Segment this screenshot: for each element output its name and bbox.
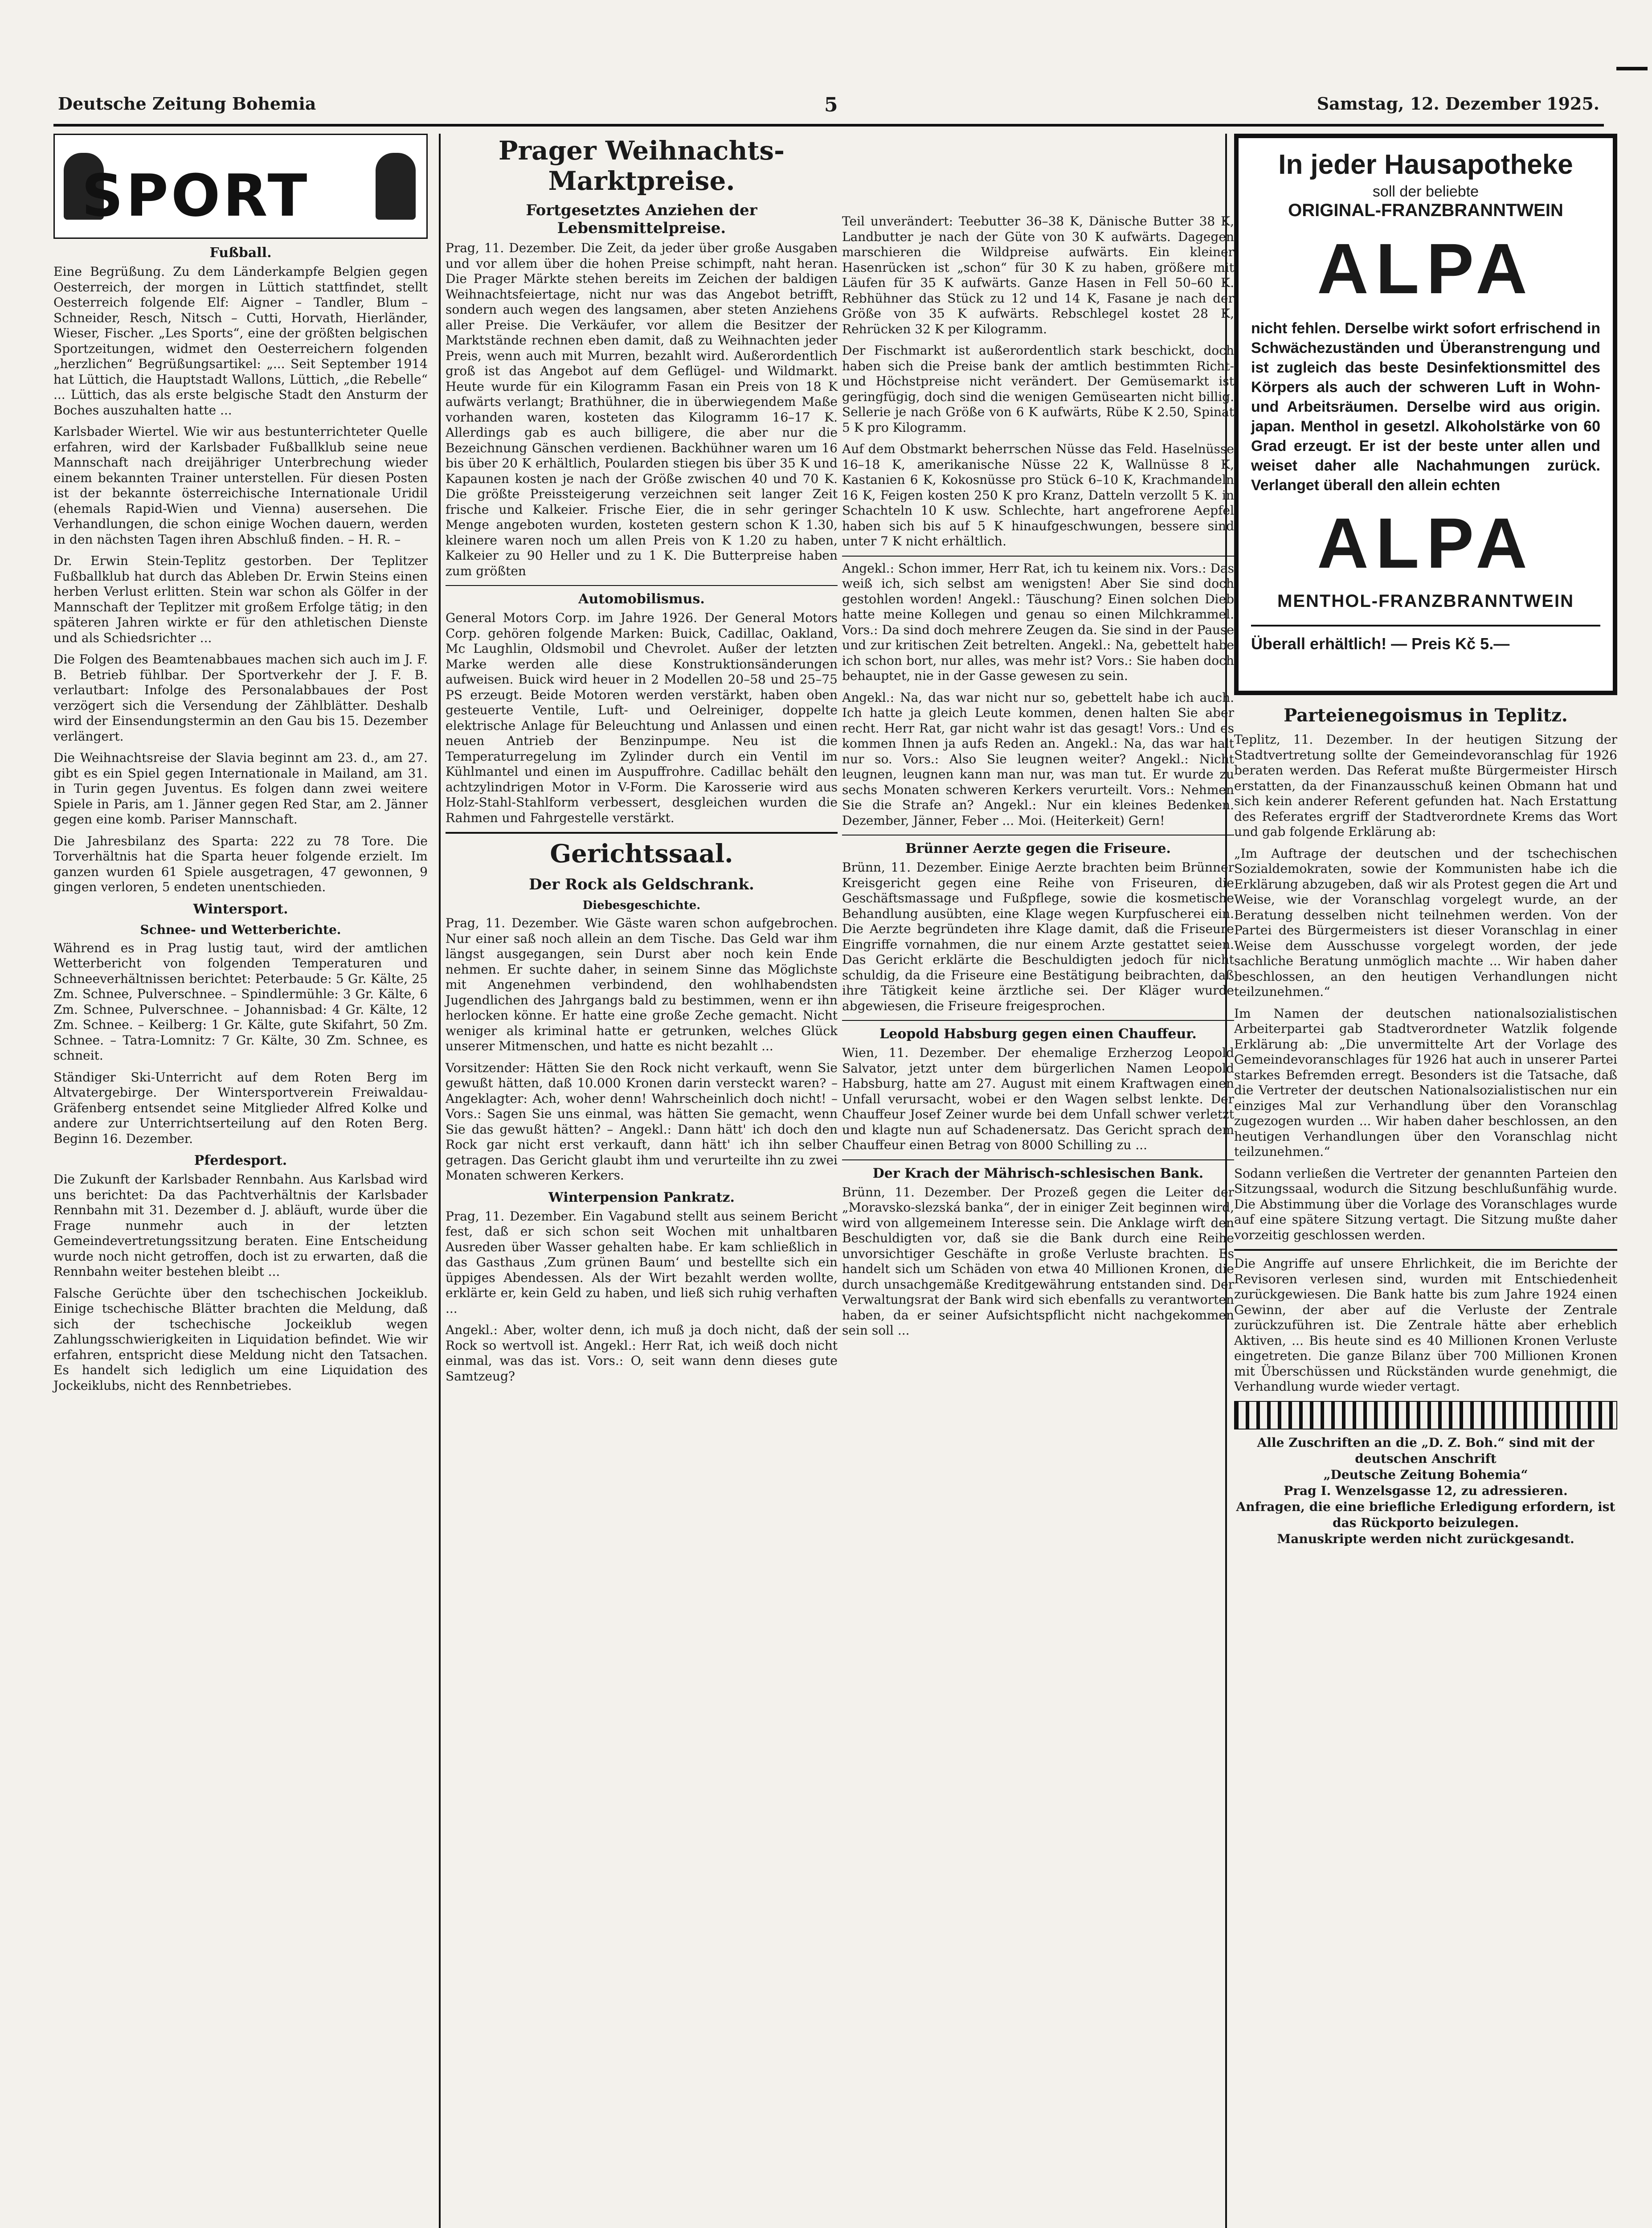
sport-banner	[53, 134, 428, 239]
article-paragraph: General Motors Corp. im Jahre 1926. Der General Motors Corp. gehören folgende Marken: Buick, Cadillac, Oakland, Mc Laughlin, Oldsmobil und Chevrolet. Außer der letzten Marke werden alle diese Konstruktionsänderungen aufweisen. Buick wird heuer in 2 Modellen 20–58 und 25–75 PS erzeugt. Beide Motoren werden verstärkt, haben oben gesteuerte Ventile, Luft- und Oelreiniger, doppelte elektrische Anlage für Beleuchtung und Anlassen und einen neuen Antrieb der Benzinpumpe. Neu ist die Temperaturregelung im Zylinder durch ein Ventil im Kühlmantel und einen im Auspuffrohre. Cadillac behält den achtzylindrigen Motor in V-Form. Die Karosserie wird aus Holz-Stahl-Stahlform verbessert, desgleichen wurden die Rahmen und Fahrgestelle verstärkt.	[446, 610, 838, 825]
section-heading: Brünner Aerzte gegen die Friseure.	[905, 841, 1171, 856]
ad-line: ORIGINAL-FRANZBRANNTWEIN	[1288, 201, 1563, 220]
article-paragraph: Der Fischmarkt ist außerordentlich stark beschickt, doch haben sich die Preise bank der amtlich bestimmten Richt- und Höchstpreise nicht verändert. Der Gemüsemarkt ist geringfügig, doch sind die wenigen Gemüsearten nicht billig. Sellerie je nach Größe von 6 K aufwärts, Rübe K 2.50, Spinat 5 K pro Kilogramm.	[842, 343, 1234, 435]
ad-brand: ALPA	[1317, 229, 1534, 308]
notice-line: Anfragen, die eine briefliche Erledigung erfordern, ist das Rückporto beizulegen.	[1236, 1499, 1615, 1530]
section-heading: Pferdesport.	[194, 1153, 287, 1168]
notice-line: „Deutsche Zeitung Bohemia“	[1323, 1467, 1528, 1482]
section-heading: Parteienegoismus in Teplitz.	[1284, 705, 1568, 726]
article-paragraph: Auf dem Obstmarkt beherrschen Nüsse das Feld. Haselnüsse 16–18 K, amerikanische Nüsse 22 K, Wallnüsse 8 K, Kastanien 6 K, Kokosnüsse pro Stück 6–10 K, Krachmandeln 16 K, Feigen kosten 250 K pro Kranz, Datteln verzollt 5 K. in Schachteln 10 K usw. Schlechte, hart angefrorene Aepfel haben sich bis auf 5 K hinaufgeschwungen, bessere sind unter 7 K nicht erhältlich.	[842, 442, 1234, 549]
article-paragraph: Brünn, 11. Dezember. Einige Aerzte brachten beim Brünner Kreisgericht gegen eine Reihe von Friseuren, die Geschäftsmassage und Fußpflege, sowie die kosmetische Behandlung ausübten, eine Klage wegen Kurpfuscherei ein. Die Aerzte begründeten ihre Klage damit, daß die Friseure Eingriffe vornahmen, die nur einem Arzte gestattet seien. Das Gericht erklärte die Beschuldigten jedoch für nicht schuldig, da die Friseure eine Bestätigung beibrachten, daß ihre Tätigkeit keine ärztliche sei. Der Kläger wurde abgewiesen, die Friseure freigesprochen.	[842, 860, 1234, 1013]
article-paragraph: Prag, 11. Dezember. Wie Gäste waren schon aufgebrochen. Nur einer saß noch allein an dem Tische. Das Geld war ihm längst ausgegangen, sein Durst aber noch kein Ende nehmen. Er suchte daher, in seinem Sinne das Möglichste mit Angenehmen verbindend, den wohlhabendsten Jugendlichen des Jahrgangs bald zu bestimmen, wenn er ihn herlocken könne. Er hatte eine große Zeche gemacht. Nicht weniger als kriminal hatte er getrunken, welches Glück unserer Mitmenschen, und hatte es nicht bezahlt ...	[446, 916, 838, 1053]
top-rule	[53, 124, 1604, 127]
ad-brand: ALPA	[1317, 503, 1534, 583]
column-rule	[439, 134, 441, 2228]
masthead	[58, 94, 1599, 120]
divider	[446, 832, 838, 834]
article-paragraph: Die Jahresbilanz des Sparta: 222 zu 78 Tore. Die Torverhältnis hat die Sparta heuer folgende erzielt. Im ganzen wurden 61 Spiele ausgetragen, 47 gewonnen, 9 gingen verloren, 5 endeten unentschieden.	[53, 833, 428, 894]
article-paragraph: Die Weihnachtsreise der Slavia beginnt am 23. d., am 27. gibt es ein Spiel gegen Internationale in Mailand, am 31. in Turin gegen Juventus. Es folgen dann zwei weitere Spiele in Paris, am 1. Jänner gegen Red Star, am 2. Jänner gegen eine komb. Pariser Mannschaft.	[53, 750, 428, 827]
column-news	[842, 214, 1234, 1345]
ornamental-border	[1234, 1401, 1617, 1429]
divider	[1234, 1249, 1617, 1251]
divider	[842, 835, 1234, 836]
section-subheading: Diebesgeschichte.	[582, 899, 701, 912]
article-paragraph: Prag, 11. Dezember. Die Zeit, da jeder über große Ausgaben und vor allem über die hohen Preise schimpft, naht heran. Die Prager Märkte stehen bereits im Zeichen der baldigen Weihnachtsfeiertage, nicht nur was das Angebot betrifft, sondern auch wegen des langsamen, aber steten Anziehens aller Preise. Die Verkäufer, vor allem die Besitzer der Marktstände rechnen eben damit, daß zu Weihnachten jeder Preis, wenn auch mit Murren, bezahlt wird. Außerordentlich groß ist das Angebot auf dem Geflügel- und Wildmarkt. Heute wurde für ein Kilogramm Fasan ein Preis von 18 K aufwärts verlangt; Brathühner, die in überwiegendem Maße vorhanden waren, kosteten das Kilogramm 16–17 K. Allerdings gab es auch billigere, die aber nur die Bezeichnung Gänschen verdienen. Backhühner waren um 16 bis über 20 K erhältlich, Poularden stiegen bis über 35 K und Kapaunen kosten je nach der Größe zwischen 40 und 70 K. Die größte Preissteigerung verzeichnen seit langer Zeit frische und Kalkeier. Frische Eier, die in sehr geringer Menge angeboten wurden, kosteten gestern schon K 1.30, kleinere waren noch um allen Preis von K 1.20 zu haben, Kalkeier zu 90 Heller und zu 1 K. Die Butterpreise haben zum größten	[446, 241, 838, 578]
article-paragraph: Brünn, 11. Dezember. Der Prozeß gegen die Leiter der „Moravsko-slezská banka“, der in einiger Zeit beginnen wird, wird von allgemeinem Interesse sein. Die Anklage wirft den Beschuldigten vor, daß sie die Bank durch eine Reihe unvorsichtiger Geschäfte in große Verluste brachten. Es handelt sich um Schäden von etwa 40 Millionen Kronen, die durch unsachgemäße Kreditgewährung entstanden sind. Der Verwaltungsrat der Bank wird sich ebenfalls zu verantworten haben, da er seiner Aufsichtspflicht nicht nachgekommen sein soll ...	[842, 1184, 1234, 1338]
section-heading: Fußball.	[209, 245, 272, 261]
article-paragraph: Angekl.: Na, das war nicht nur so, gebettelt habe ich auch. Ich hatte ja gleich Leute kommen, denen halten Sie aber recht. Herr Rat, gar nicht wahr ist das gesagt! Vors.: Und es kommen Ihnen ja aufs Reden an. Angekl.: Na, das war halt nur so. Vors.: Also Sie leugnen weiter? Angekl.: Nicht leugnen, leugnen kann man nur, was man tut. Er wurde zu sechs Monaten schweren Kerkers verurteilt. Vors.: Nehmen Sie die Strafe an? Angekl.: Nur ein kleines Bedenken. Dezember, Jänner, Feber ... Moi. (Heiterkeit) Gern!	[842, 690, 1234, 828]
notice-line: Manuskripte werden nicht zurückgesandt.	[1277, 1531, 1574, 1546]
sport-banner-title: SPORT	[82, 162, 310, 229]
article-paragraph: Die Zukunft der Karlsbader Rennbahn. Aus Karlsbad wird uns berichtet: Da das Pachtverhältnis der Karlsbader Rennbahn mit 31. Dezember d. J. abläuft, wurde über die Frage nunmehr auch in der letzten Gemeindevertretungssitzung beraten. Eine Entscheidung wurde noch nicht getroffen, doch ist zu erwarten, daß die Rennbahn weiter bestehen bleibt ...	[53, 1172, 428, 1279]
article-paragraph: Ständiger Ski-Unterricht auf dem Roten Berg im Altvatergebirge. Der Wintersportverein Freiwaldau-Gräfenberg entsendet seine Mitglieder Alfred Kolke und andere zur Unterrichtserteilung auf den Roten Berg. Beginn 16. Dezember.	[53, 1069, 428, 1146]
article-paragraph: Eine Begrüßung. Zu dem Länderkampfe Belgien gegen Oesterreich, der morgen in Lüttich stattfindet, stellt Oesterreich folgende Elf: Aigner – Tandler, Blum – Schneider, Resch, Nitsch – Cutti, Horvath, Hierländer, Wieser, Fischer. „Les Sports“, eine der größten belgischen Sportzeitungen, widmet den Oesterreichern folgenden „herzlichen“ Begrüßungsartikel: „... Seit September 1914 hat Lüttich, die Hauptstadt Wallons, Lüttich, „die Rebelle“ ... Lüttich, das als erste belgische Stadt den Ansturm der Boches auszuhalten hatte ...	[53, 264, 428, 418]
divider	[446, 585, 838, 586]
divider	[842, 556, 1234, 557]
article-paragraph: Prag, 11. Dezember. Ein Vagabund stellt aus seinem Bericht fest, daß er sich schon seit Wochen mit unhaltbaren Ausreden über Wasser gehalten habe. Er kam schließlich in das Gasthaus ‚Zum grünen Baum‘ und bestellte sich ein üppiges Abendessen. Als der Wirt bezahlt werden wollte, erklärte er, kein Geld zu haben, und ließ sich ruhig verhaften ...	[446, 1208, 838, 1316]
column-ads-politics	[1234, 134, 1617, 1547]
article-paragraph: Vorsitzender: Hätten Sie den Rock nicht verkauft, wenn Sie gewußt hätten, daß 10.000 Kronen darin versteckt waren? – Angeklagter: Ach, woher denn! Wahrscheinlich doch nicht! – Vors.: Sagen Sie uns einmal, was hätten Sie gemacht, wenn Sie das gewußt hätten? – Angekl.: Dann hätt' ich doch den Rock gar nicht erst verkauft, dann hätt' ich ihn selber getragen. Das Gericht glaubt ihm und verurteilte ihn zu zwei Monaten schweren Kerkers.	[446, 1060, 838, 1183]
article-paragraph: Teil unverändert: Teebutter 36–38 K, Dänische Butter 38 K, Landbutter je nach der Güte von 30 K aufwärts. Dagegen marschieren die Wildpreise aufwärts. Ein kleiner Hasenrücken ist „schon“ für 30 K zu haben, größere mit Läufen für 35 K aufwärts. Ganze Hasen in Fell 50–60 K. Rebhühner das Stück zu 12 und 14 K, Fasane je nach der Größe von 35 K aufwärts. Rebschlegel kostet 28 K, Rehrücken 32 K per Kilogramm.	[842, 214, 1234, 336]
section-subheading: Schnee- und Wetterberichte.	[140, 922, 341, 937]
article-paragraph: Angekl.: Schon immer, Herr Rat, ich tu keinem nix. Vors.: Das weiß ich, sich selbst am wenigsten! Aber Sie sind doch gestohlen worden! Angekl.: Täuschung? Einen solchen Dieb hatte meine Kollegen und genau so einen Milchkrammel. Vors.: Da sind doch mehrere Zeugen da. Sie sind in der Pause und zur kritischen Zeit betrelten. Angekl.: Na, gebettelt habe ich schon bort, nur alles, was mehr ist? Vors.: Sie haben doch behauptet, nie in der Gasse gewesen zu sein.	[842, 561, 1234, 683]
edge-mark	[1616, 67, 1648, 70]
column-sport	[53, 134, 428, 1400]
section-subheading: Der Rock als Geldschrank.	[529, 876, 754, 893]
article-paragraph: „Im Auftrage der deutschen und der tschechischen Sozialdemokraten, sowie der Kommunisten habe ich die Erklärung abzugeben, daß wir als Protest gegen die Art und Weise, wie der Voranschlag vorgelegt wurde, an der Beratung desselben nicht teilnehmen werden. Von der Partei des Bürgermeisters ist dieser Voranschlag in einer Weise dem Ausschusse vorgelegt worden, der jede sachliche Beratung unmöglich machte ... Wir haben daher beschlossen, an den heutigen Verhandlungen nicht teilzunehmen.“	[1234, 846, 1617, 999]
section-subheading: Winterpension Pankratz.	[548, 1189, 735, 1205]
article-paragraph: Karlsbader Wiertel. Wie wir aus bestunterrichteter Quelle erfahren, wird der Karlsbader Fußballklub seine neue Mannschaft nach dreijähriger Unterbrechung wieder einem bekannten Trainer unterstellen. Für diesen Posten ist der bekannte österreichische Internationale Uridil (ehemals Rapid-Wien und Vienna) ausersehen. Die Verhandlungen, die schon einige Wochen dauern, werden in den nächsten Tagen ihren Abschluß finden. – H. R. –	[53, 424, 428, 547]
notice-line: Prag I. Wenzelsgasse 12, zu adressieren.	[1284, 1483, 1568, 1498]
paper-name: Deutsche Zeitung Bohemia	[58, 94, 316, 114]
athlete-figure-icon	[376, 153, 416, 220]
article-paragraph: Dr. Erwin Stein-Teplitz gestorben. Der Teplitzer Fußballklub hat durch das Ableben Dr. Erwin Steins einen herben Verlust erlitten. Stein war schon als Gölfer in der Mannschaft der Teplitzer mit großem Erfolge tätig; in den späteren Jahren wirkte er für den athletischen Dienste und als Schiedsrichter ...	[53, 553, 428, 645]
section-heading: Der Krach der Mährisch-schlesischen Bank.	[872, 1165, 1204, 1181]
issue-date: Samstag, 12. Dezember 1925.	[1317, 94, 1599, 114]
article-paragraph: Im Namen der deutschen nationalsozialistischen Arbeiterpartei gab Stadtverordneter Watzlik folgende Erklärung ab: „Die unvermittelte Art der Vorlage des Gemeindevoranschlages für 1926 hat auch in unserer Partei starkes Befremden erregt. Besonders ist die Tatsache, daß die Vertreter der deutschen Nationalsozialistischen nur ein einziges Mal zur Verhandlung über den Voranschlag zugezogen wurden ... Wir haben daher beschlossen, an den heutigen Verhandlungen über den Voranschlag nicht teilzunehmen.“	[1234, 1006, 1617, 1159]
column-market	[446, 134, 838, 1390]
ad-line: soll der beliebte	[1372, 183, 1479, 200]
article-paragraph: Die Angriffe auf unsere Ehrlichkeit, die im Berichte der Revisoren verlesen sind, wurden mit Entschiedenheit zurückgewiesen. Die Bank hatte bis zum Jahre 1924 einen Gewinn, der aber auf die Verluste der Zentrale zurückzuführen ist. Die Zentrale hätte aber erheblich Aktiven, ... Bis heute sind es 40 Millionen Kronen Verluste eingetreten. Die ganze Bilanz über 700 Millionen Kronen mit Überschüssen und Rückständen wurde genehmigt, die Verhandlung wurde wieder vertagt.	[1234, 1256, 1617, 1394]
article-paragraph: Angekl.: Aber, wolter denn, ich muß ja doch nicht, daß der Rock so wertvoll ist. Angekl.: Herr Rat, ich weiß doch nicht einmal, was das ist. Vors.: O, seit wann denn dieses gute Samtzeug?	[446, 1323, 838, 1384]
section-heading: Wintersport.	[193, 901, 288, 917]
article-paragraph: Während es in Prag lustig taut, wird der amtlichen Wetterbericht von folgenden Temperaturen und Schneeverhältnissen berichtet: Peterbaude: 5 Gr. Kälte, 25 Zm. Schnee, Pulverschnee. – Spindlermühle: 3 Gr. Kälte, 6 Zm. Schnee, Pulverschnee. – Johannisbad: 4 Gr. Kälte, 12 Zm. Schnee. – Keilberg: 1 Gr. Kälte, gute Skifahrt, 50 Zm. Schnee. – Tatra-Lomnitz: 7 Gr. Kälte, 30 Zm. Schnee, es schneit.	[53, 940, 428, 1063]
article-paragraph: Wien, 11. Dezember. Der ehemalige Erzherzog Leopold Salvator, jetzt unter dem bürgerlichen Namen Leopold Habsburg, hatte am 27. August mit einem Kraftwagen einen Unfall verursacht, wobei er den Wagen selbst lenkte. Der Chauffeur Josef Zeiner wurde bei dem Unfall schwer verletzt und klagte nun auf Schadenersatz. Das Gericht sprach dem Chauffeur einen Betrag von 8000 Schilling zu ...	[842, 1045, 1234, 1152]
ad-body: nicht fehlen. Derselbe wirkt sofort erfrischend in Schwächezuständen und Überanstrengung und ist zugleich das beste Desinfektionsmittel des Körpers als auch der schweren Luft in Wohn- und Arbeitsräumen. Derselbe wird aus origin. japan. Menthol in gesetzl. Alkoholstärke von 60 Grad erzeugt. Er ist der beste unter allen und weiset daher alle Nachahmungen zurück. Verlanget überall den allein echten	[1251, 320, 1600, 494]
ad-subbrand: MENTHOL-FRANZBRANNTWEIN	[1277, 591, 1574, 611]
article-title: Prager Weihnachts-Marktpreise.	[498, 135, 785, 196]
notice-line: Alle Zuschriften an die „D. Z. Boh.“ sind mit der deutschen Anschrift	[1257, 1435, 1595, 1466]
article-paragraph: Die Folgen des Beamtenabbaues machen sich auch im J. F. B. Betrieb fühlbar. Der Sportverkehr der J. F. B. verlautbart: Infolge des Personalabbaues der Post verzögert sich die Versendung der Zählblätter. Deshalb wird der Einsendungstermin an den Gau bis 15. Dezember verlängert.	[53, 652, 428, 744]
divider	[842, 1159, 1234, 1160]
alpa-advertisement	[1234, 134, 1617, 695]
ad-headline: In jeder Hausapotheke	[1278, 149, 1573, 180]
section-heading: Leopold Habsburg gegen einen Chauffeur.	[879, 1026, 1197, 1042]
article-subtitle: Fortgesetztes Anziehen der Lebensmittelpreise.	[526, 201, 757, 237]
article-paragraph: Sodann verließen die Vertreter der genannten Parteien den Sitzungssaal, wodurch die Sitzung beschlußunfähig wurde. Die Abstimmung über die Vorlage des Voranschlages wurde auf eine spätere Sitzung vertagt. Die Sitzung mußte daher vorzeitig geschlossen werden.	[1234, 1166, 1617, 1242]
page-number: 5	[824, 94, 838, 116]
article-paragraph: Teplitz, 11. Dezember. In der heutigen Sitzung der Stadtvertretung sollte der Gemeindevoranschlag für 1926 beraten werden. Das Referat mußte Bürgermeister Hirsch erstatten, da der Finanzausschuß keinen Obmann hat und sich kein anderer Referent gefunden hat. Nach Erstattung des Referates ergriff der Stadtverordnete Krems das Wort und gab folgende Erklärung ab:	[1234, 732, 1617, 839]
section-heading: Automobilismus.	[578, 591, 705, 607]
ad-footer: Überall erhältlich! — Preis Kč 5.—	[1251, 625, 1600, 653]
section-heading: Gerichtssaal.	[550, 839, 733, 868]
article-paragraph: Falsche Gerüchte über den tschechischen Jockeiklub. Einige tschechische Blätter brachten die Meldung, daß sich der tschechische Jockeiklub wegen Zahlungsschwierigkeiten in Liquidation befindet. Wie wir erfahren, entspricht diese Meldung nicht den Tatsachen. Es handelt sich lediglich um eine Liquidation des Jockeiklubs, nicht des Rennbetriebes.	[53, 1286, 428, 1393]
divider	[842, 1020, 1234, 1021]
